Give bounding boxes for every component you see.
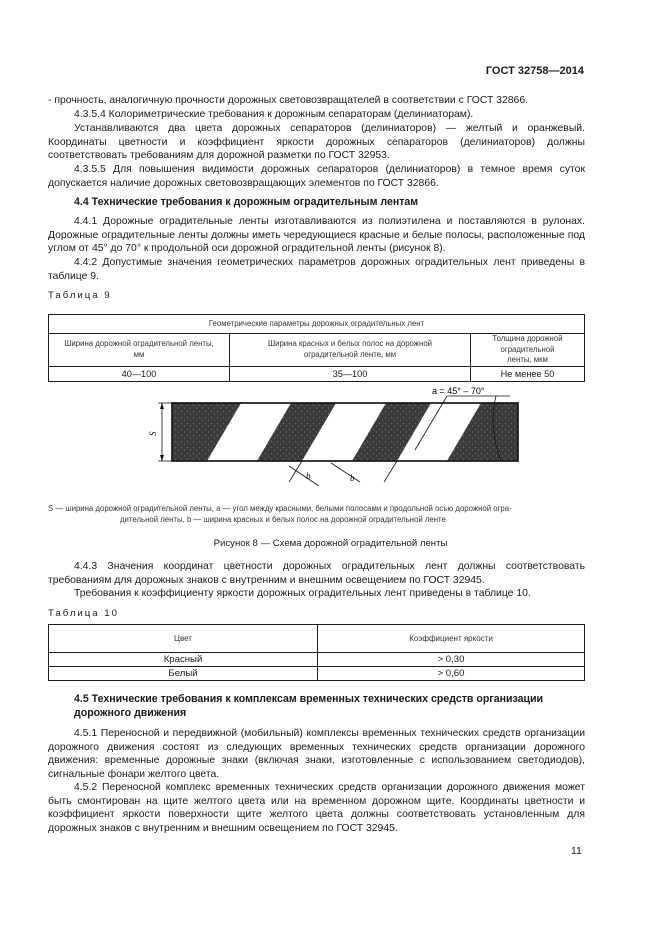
paragraph-4-5-2: 4.5.2 Переносной комплекс временных технических средств организации дорожного движения может быть смонтирован на щите желтого цвета или на временном дорожном щите. Координаты цветности и коэффициент яркости поверхности щите желтого цвета должны соответствовать установленным для дорожных знаков с внутренним и внешним освещением по ГОСТ 32945. <box>48 782 585 834</box>
table9-cell-width: 40—100 <box>49 366 230 381</box>
figure8-note-line1: S — ширина дорожной оградительной ленты, a — угол между красными, белыми полосами и продольной осью дорожной огра- <box>48 504 512 513</box>
document-header: ГОСТ 32758—2014 <box>485 65 584 77</box>
table10-cell-value: > 0,30 <box>318 653 585 667</box>
paragraph-colors: Устанавливаются два цвета дорожных сепараторов (делиниаторов) — желтый и оранжевый. Координаты цветности и коэффициент яркости дорожных сепараторов (делиниаторов) должны соответствовать требованиям для дорожной разметки по ГОСТ 32953. <box>48 123 585 162</box>
table9 <box>48 314 585 382</box>
table9-col-thickness: Толщина дорожной оградительной ленты, мкм <box>471 334 585 367</box>
paragraph-4-3-5-5: 4.3.5.5 Для повышения видимости дорожных сепараторов (делиниаторов) в темное время суток допускается наличие дорожных световозвращающих элементов по ГОСТ 32866. <box>48 164 585 189</box>
table10-col-coefficient: Коэффициент яркости <box>318 625 585 653</box>
s-dimension-label: S <box>148 431 158 436</box>
table9-col-width: Ширина дорожной оградительной ленты, мм <box>49 334 230 367</box>
angle-label: a = 45° – 70° <box>432 386 485 396</box>
paragraph-4-4-3: 4.4.3 Значения координат цветности дорожных оградительных лент должны соответствовать требованиям для дорожных знаков с внутренним и внешним освещением по ГОСТ 32945. <box>48 561 585 586</box>
section-4-4-heading: 4.4 Технические требования к дорожным оградительным лентам <box>74 196 419 208</box>
paragraph-strength: - прочность, аналогичную прочности дорожных световозвращателей в соответствии с ГОСТ 32866. <box>48 95 529 106</box>
table9-cell-thickness: Не менее 50 <box>471 366 585 381</box>
paragraph-4-5-1: 4.5.1 Переносной и передвижной (мобильный) комплексы временных технических средств организации дорожного движения состоят из следующих временных технических средств организации дорожного движения: временные дорожные знаки (включая знаки, изготовленные с использованием светодиодов), сигнальные фонари желтого цвета. <box>48 728 585 780</box>
table10-cell-value: > 0,60 <box>318 667 585 681</box>
table10-cell-color: Красный <box>49 653 318 667</box>
figure8-caption: Рисунок 8 — Схема дорожной оградительной ленты <box>213 538 448 549</box>
paragraph-4-4-1: 4.4.1 Дорожные оградительные ленты изготавливаются из полиэтилена и поставляются в рулонах. Дорожные оградительные ленты должны иметь чередующиеся красные и белые полосы, расположенные под углом от 45° до 70° к продольной оси дорожной оградительной ленты (рисунок 8). <box>48 216 585 255</box>
paragraph-4-4-2: 4.4.2 Допустимые значения геометрических параметров дорожных оградительных лент приведены в таблице 9. <box>48 257 585 282</box>
table10 <box>48 624 585 681</box>
tape-diagram <box>150 386 590 496</box>
paragraph-4-3-5-4: 4.3.5.4 Колориметрические требования к дорожным сепараторам (делиниаторам). <box>74 109 474 120</box>
section-4-5-heading-line1: 4.5 Технические требования к комплексам временных технических средств организации <box>74 693 544 705</box>
b-label-right: b <box>350 473 355 483</box>
section-4-5-heading-line2: дорожного движения <box>74 707 187 719</box>
figure8-note-line2: дительной ленты, b — ширина красных и белых полос на дорожной оградительной ленте <box>120 515 446 524</box>
table9-col-stripes: Ширина красных и белых полос на дорожной оградительной ленте, мм <box>230 334 471 367</box>
table10-col-color: Цвет <box>49 625 318 653</box>
table10-caption: Таблица 10 <box>48 608 119 619</box>
b-label-left: b <box>306 471 311 481</box>
table10-cell-color: Белый <box>49 667 318 681</box>
paragraph-brightness: Требования к коэффициенту яркости дорожных оградительных лент приведены в таблице 10. <box>74 588 531 599</box>
page-number: 11 <box>571 846 582 857</box>
table9-caption: Таблица 9 <box>48 290 112 301</box>
table9-group-header: Геометрические параметры дорожных оградительных лент <box>49 315 585 334</box>
table9-cell-stripes: 35—100 <box>230 366 471 381</box>
